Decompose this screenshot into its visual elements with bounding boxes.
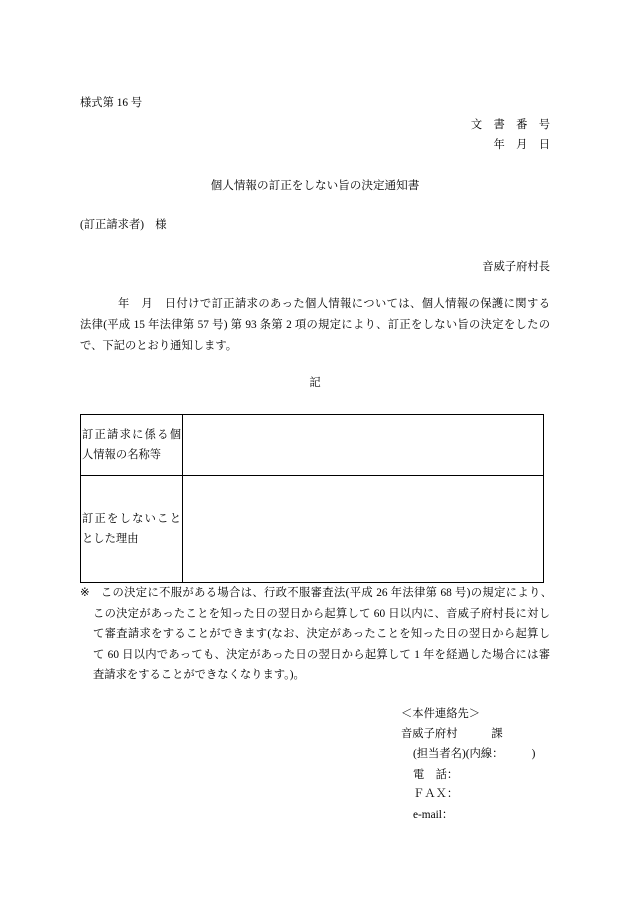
body-line: 年 月 日付けで訂正請求のあった個人情報については、個人情報の保護に関する — [118, 298, 550, 310]
appeal-note-line: この決定があったことを知った日の翌日から起算して 60 日以内に、音威子府村長に対し — [93, 608, 550, 620]
body-line: で、下記のとおり通知します。 — [80, 340, 238, 352]
ki-heading: 記 — [309, 377, 321, 389]
note-mark: ※ — [80, 587, 90, 599]
table-label-line: とした理由 — [82, 533, 139, 545]
table-label-cell — [81, 476, 183, 582]
table-value-cell — [183, 415, 543, 476]
date-label: 年 月 日 — [493, 139, 550, 151]
appeal-note-line: 査請求をすることができなくなります。)。 — [93, 669, 305, 681]
appeal-note-line — [80, 585, 552, 601]
table-value-cell — [183, 476, 543, 582]
detail-table — [80, 414, 544, 583]
table-label-line: 訂正をしないこと — [82, 513, 181, 525]
addressee: (訂正請求者) 様 — [80, 219, 167, 231]
contact-person: (担当者名)(内線： ) — [413, 748, 536, 760]
body-line: 法律(平成 15 年法律第 57 号) 第 93 条第 2 項の規定により、訂正をしない旨の決定をしたの — [80, 319, 550, 331]
contact-phone: 電 話： — [413, 769, 459, 781]
form-number: 様式第 16 号 — [80, 97, 143, 109]
contact-fax: ＦＡＸ： — [413, 788, 459, 800]
table-label-cell — [81, 415, 183, 476]
table-label-line: 人情報の名称等 — [82, 449, 162, 461]
appeal-note-text: この決定に不服がある場合は、行政不服審査法(平成 26 年法律第 68 号)の規定により、 — [100, 587, 552, 599]
appeal-note-line: て 60 日以内であっても、決定があった日の翌日から起算して 1 年を経過した場合には審 — [93, 649, 550, 661]
appeal-note-line: て審査請求をすることができます(なお、決定があったことを知った日の翌日から起算し — [93, 628, 550, 640]
contact-department: 音威子府村 課 — [401, 728, 503, 740]
document-number-label: 文 書 番 号 — [470, 119, 550, 131]
contact-email: e-mail： — [413, 809, 454, 821]
contact-heading: ＜本件連絡先＞ — [401, 708, 481, 720]
document-title: 個人情報の訂正をしない旨の決定通知書 — [210, 179, 420, 192]
table-label-line: 訂正請求に係る個 — [82, 429, 181, 441]
sender: 音威子府村長 — [482, 261, 550, 273]
